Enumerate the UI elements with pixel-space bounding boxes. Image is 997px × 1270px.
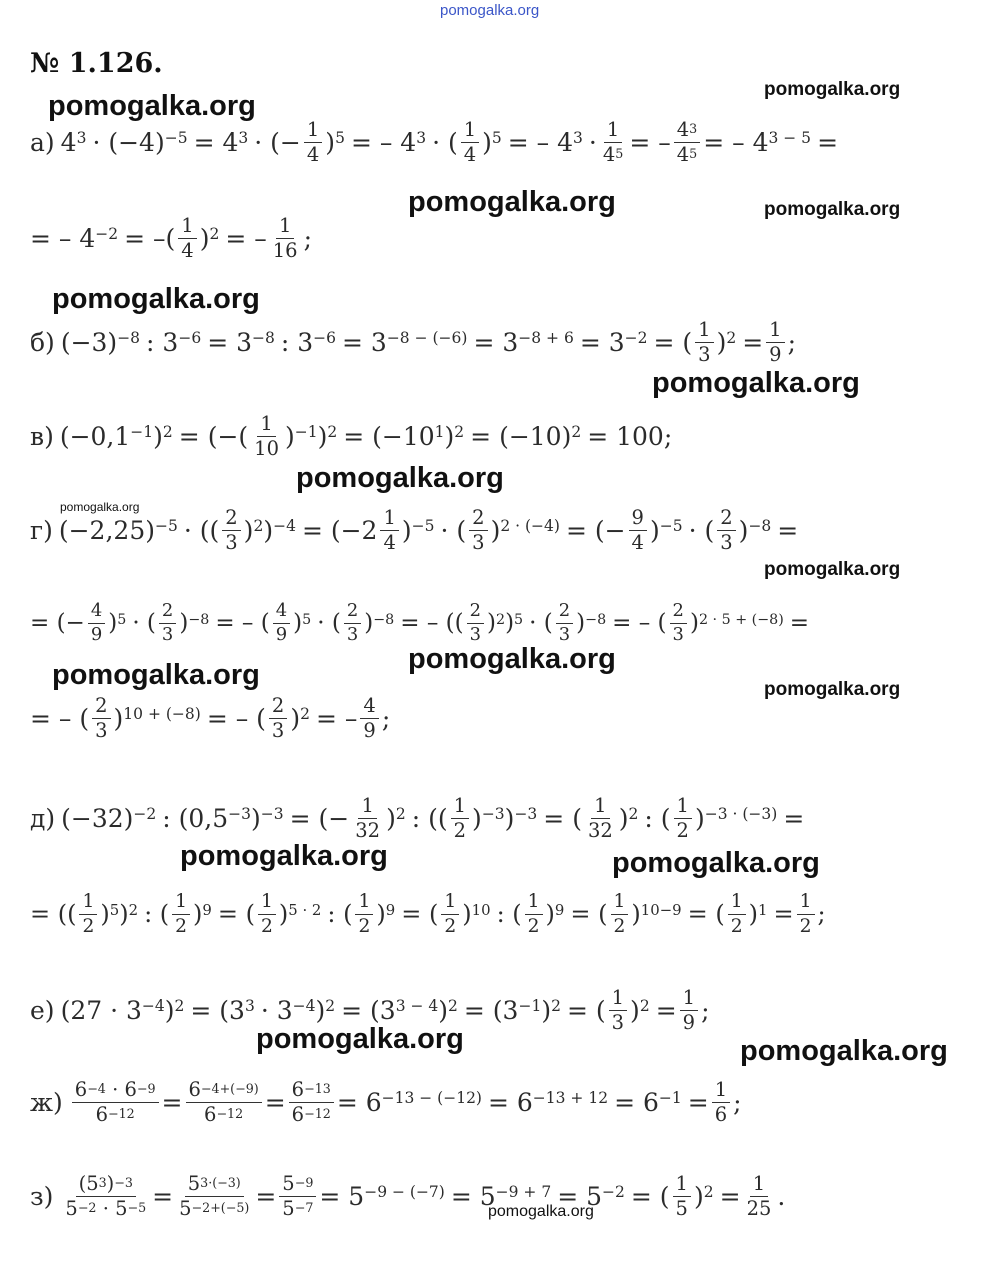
line-g-2: = (− $\frac{4}{9}$ ) $^5$ · ( $\frac{2}{3}$ ) $^{-8}$ = – ( $\frac{4}{9}$ ) $^5$ · ( $\frac{2}{3}$ ) $^{-8}$ = – (( $\frac{2}{3}$ ) $^2$ ) $^5$ · ( $\frac{2}{3}$ ) $^{-8}$ = – ( $\frac{2}{3}$ ) $^{2 \cdot 5 + (-8)}$ = [30, 600, 810, 645]
fraction: $\frac{9}{4}$ [629, 508, 647, 554]
fraction: $\frac{1}{2}$ [355, 892, 373, 936]
line-b: б) (−3) $^{-8}$ : 3 $^{-6}$ = 3 $^{-8}$ : 3 $^{-6}$ = 3 $^{-8 - (-6)}$ = 3 $^{-8 + 6}$ = 3 $^{-2}$ = ( $\frac{1}{3}$ ) $^2$ = $\frac{1}{9}$ ; [30, 318, 797, 367]
fraction: $\frac{1}{2}$ [797, 892, 815, 936]
fraction: $\frac{4}{9}$ [360, 696, 378, 742]
fraction: $\frac{2}{3}$ [344, 602, 361, 645]
watermark: pomogalka.org [408, 643, 616, 675]
fraction: $\frac{1}{9}$ [766, 320, 784, 366]
fraction: $\frac{6^{-4} \cdot 6^{-9}}{6^{-12}}$ [72, 1080, 159, 1126]
label-v: в) [30, 422, 54, 452]
line-g-3: = – ( $\frac{2}{3}$ ) $^{10 + (-8)}$ = – ( $\frac{2}{3}$ ) $^2$ = – $\frac{4}{9}$ ; [30, 694, 391, 743]
fraction: $\frac{1}{10}$ [254, 412, 279, 461]
fraction: $\frac{1}{32}$ [587, 794, 613, 843]
label-g: г) [30, 516, 53, 546]
watermark-top: pomogalka.org [440, 2, 540, 19]
fraction: $\frac{6^{-4+(-9)}}{6^{-12}}$ [186, 1080, 262, 1126]
fraction: $\frac{4}{9}$ [88, 602, 105, 645]
watermark: pomogalka.org [740, 1035, 948, 1067]
line-a-1: а) 4 $^3$ · (−4) $^{-5}$ = 4 $^3$ · (− $\frac{1}{4}$ ) $^5$ = – 4 $^3$ · ( $\frac{1}{4}$ ) $^5$ = – 4 $^3$ · $\frac{1}{4^5}$ = – $\frac{4^3}{4^5}$ = – 4 $^{3 - 5}$ = [30, 118, 839, 167]
watermark: pomogalka.org [296, 462, 504, 494]
watermark: pomogalka.org [764, 79, 901, 100]
fraction: $\frac{1}{3}$ [609, 988, 627, 1034]
watermark: pomogalka.org [256, 1023, 464, 1055]
line-e: е) (27 · 3 $^{-4}$ ) $^2$ = (3 $^3$ · 3 $^{-4}$ ) $^2$ = (3 $^{3 - 4}$ ) $^2$ = (3 $^{-1}$ ) $^2$ = ( $\frac{1}{3}$ ) $^2$ = $\frac{1}{9}$ ; [30, 986, 710, 1035]
fraction: $\frac{2}{3}$ [269, 696, 287, 742]
watermark: pomogalka.org [764, 199, 901, 220]
line-d-1: д) (−32) $^{-2}$ : (0,5 $^{-3}$ ) $^{-3}$ = (− $\frac{1}{32}$ ) $^2$ : (( $\frac{1}{2}$ ) $^{-3}$ ) $^{-3}$ = ( $\frac{1}{32}$ ) $^2$ : ( $\frac{1}{2}$ ) $^{-3 \cdot (-3)}$ = [30, 794, 805, 843]
watermark: pomogalka.org [52, 659, 260, 691]
fraction: $\frac{2}{3}$ [469, 508, 487, 554]
fraction: $\frac{5^{-9}}{5^{-7}}$ [279, 1174, 316, 1220]
label-a: а) [30, 128, 55, 158]
fraction: $\frac{4}{9}$ [273, 602, 290, 645]
line-v: в) (−0,1 $^{-1}$ ) $^2$ = (−( $\frac{1}{10}$ ) $^{-1}$ ) $^2$ = (−10 $^1$ ) $^2$ = (−10) $^2$ = 100; [30, 412, 673, 461]
watermark: pomogalka.org [408, 186, 616, 218]
line-g-1: г) (−2,25) $^{-5}$ · (( $\frac{2}{3}$ ) $^2$ ) $^{-4}$ = (−2 $\frac{1}{4}$ ) $^{-5}$ · ( $\frac{2}{3}$ ) $^{2 \cdot (-4)}$ = (− $\frac{9}{4}$ ) $^{-5}$ · ( $\frac{2}{3}$ ) $^{-8}$ = [30, 506, 799, 555]
line-z: з) $\frac{(5^3)^{-3}}{5^{-2} \cdot 5^{-5}}$ = $\frac{5^{3\cdot(-3)}}{5^{-2+(-5)}}$ = $\frac{5^{-9}}{5^{-7}}$ = 5 $^{-9 - (-7)}$ = 5 $^{-9 + 7}$ = 5 $^{-2}$ = ( $\frac{1}{5}$ ) $^2$ = $\frac{1}{25}$ . [30, 1172, 786, 1221]
fraction: $\frac{1}{2}$ [258, 892, 276, 936]
fraction: $\frac{1}{4}$ [178, 216, 196, 262]
fraction: $\frac{2}{3}$ [467, 602, 484, 645]
fraction: $\frac{(5^3)^{-3}}{5^{-2} \cdot 5^{-5}}$ [65, 1172, 147, 1221]
watermark: pomogalka.org [52, 283, 260, 315]
line-a-2: = – 4 $^{-2}$ = –( $\frac{1}{4}$ ) $^2$ = – $\frac{1}{16}$ ; [30, 214, 312, 263]
fraction: $\frac{1}{4}$ [380, 508, 398, 554]
fraction: $\frac{2}{3}$ [222, 508, 240, 554]
watermark: pomogalka.org [180, 840, 388, 872]
watermark: pomogalka.org [60, 500, 140, 514]
fraction: $\frac{4^3}{4^5}$ [674, 120, 700, 166]
fraction: $\frac{1}{4^5}$ [602, 118, 624, 167]
fraction: $\frac{1}{32}$ [355, 794, 381, 843]
fraction: $\frac{2}{3}$ [670, 602, 687, 645]
fraction: $\frac{1}{2}$ [451, 796, 469, 842]
watermark: pomogalka.org [612, 847, 820, 879]
fraction: $\frac{1}{2}$ [611, 892, 629, 936]
fraction: $\frac{2}{3}$ [717, 508, 735, 554]
watermark: pomogalka.org [652, 367, 860, 399]
watermark: pomogalka.org [764, 559, 901, 580]
task-number: № 1.126. [30, 48, 163, 79]
label-e: е) [30, 996, 55, 1026]
fraction: $\frac{1}{2}$ [674, 796, 692, 842]
fraction: $\frac{5^{3\cdot(-3)}}{5^{-2+(-5)}}$ [179, 1172, 250, 1221]
line-d-2: = (( $\frac{1}{2}$ ) $^5$ ) $^2$ : ( $\frac{1}{2}$ ) $^9$ = ( $\frac{1}{2}$ ) $^{5 \cdot 2}$ : ( $\frac{1}{2}$ ) $^9$ = ( $\frac{1}{2}$ ) $^{10}$ : ( $\frac{1}{2}$ ) $^9$ = ( $\frac{1}{2}$ ) $^{10-9}$ = ( $\frac{1}{2}$ ) $^1$ = $\frac{1}{2}$ ; [30, 891, 826, 937]
fraction: $\frac{1}{2}$ [728, 892, 746, 936]
fraction: $\frac{1}{2}$ [79, 892, 97, 936]
fraction: $\frac{1}{16}$ [272, 214, 298, 263]
fraction: $\frac{1}{2}$ [172, 892, 190, 936]
label-d: д) [30, 804, 56, 834]
fraction: $\frac{2}{3}$ [556, 602, 573, 645]
fraction: $\frac{1}{5}$ [673, 1174, 691, 1220]
watermark: pomogalka.org [488, 1203, 594, 1220]
watermark: pomogalka.org [48, 90, 256, 122]
watermark: pomogalka.org [764, 679, 901, 700]
fraction: $\frac{1}{25}$ [746, 1172, 772, 1221]
fraction: $\frac{1}{6}$ [712, 1080, 730, 1126]
label-z: з) [30, 1182, 54, 1212]
fraction: $\frac{1}{3}$ [695, 320, 713, 366]
fraction: $\frac{1}{4}$ [461, 120, 479, 166]
fraction: $\frac{2}{3}$ [159, 602, 176, 645]
fraction: $\frac{1}{2}$ [441, 892, 459, 936]
line-zh: ж) $\frac{6^{-4} \cdot 6^{-9}}{6^{-12}}$ = $\frac{6^{-4+(-9)}}{6^{-12}}$ = $\frac{6^{-13}}{6^{-12}}$ = 6 $^{-13 - (-12)}$ = 6 $^{-13 + 12}$ = 6 $^{-1}$ = $\frac{1}{6}$ ; [30, 1078, 742, 1127]
fraction: $\frac{1}{4}$ [304, 120, 322, 166]
fraction: $\frac{2}{3}$ [92, 696, 110, 742]
fraction: $\frac{1}{9}$ [680, 988, 698, 1034]
fraction: $\frac{6^{-13}}{6^{-12}}$ [289, 1080, 334, 1126]
label-zh: ж) [30, 1088, 63, 1118]
fraction: $\frac{1}{2}$ [525, 892, 543, 936]
label-b: б) [30, 328, 55, 358]
